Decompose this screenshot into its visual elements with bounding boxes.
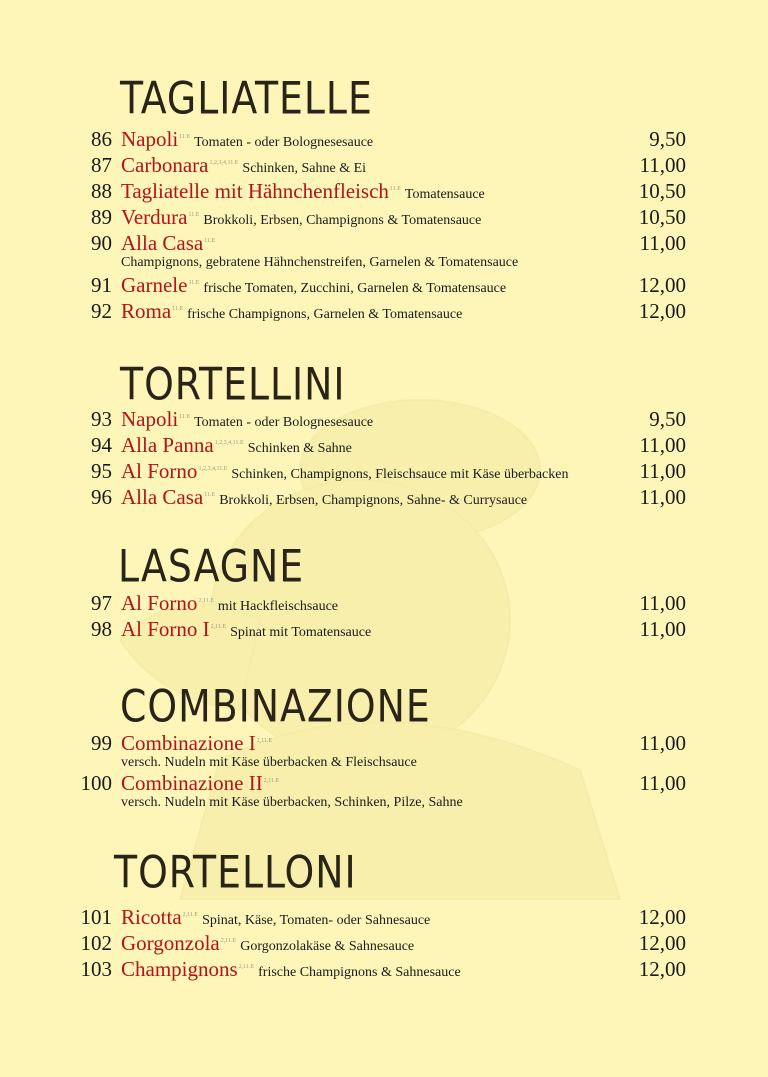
item-name: Combinazione I — [121, 731, 256, 755]
allergen-code: 11.E — [188, 212, 200, 218]
item-price: 11,00 — [639, 231, 686, 255]
item-name: Al Forno — [121, 459, 198, 483]
menu-item — [0, 956, 768, 982]
item-price: 12,00 — [638, 273, 686, 297]
menu-item — [0, 298, 768, 324]
item-description: Brokkoli, Erbsen, Champignons & Tomatensauce — [203, 213, 482, 228]
item-number: 102 — [80, 931, 112, 955]
item-name: Al Forno I — [121, 617, 210, 641]
allergen-code: 11.E — [179, 134, 191, 140]
menu-item — [0, 930, 768, 956]
allergen-code: 11.E — [204, 238, 216, 244]
item-name: Alla Casa — [121, 231, 204, 255]
item-description: Spinat, Käse, Tomaten- oder Sahnesauce — [202, 913, 431, 928]
item-number: 98 — [91, 617, 112, 641]
item-price: 11,00 — [639, 617, 686, 641]
allergen-code: 2,11.E — [198, 598, 214, 604]
item-name: Alla Panna — [121, 433, 214, 457]
item-price: 11,00 — [639, 485, 686, 509]
menu-item — [0, 178, 768, 204]
item-line — [121, 484, 527, 514]
menu-item — [0, 904, 768, 930]
allergen-code: 2,11.E — [263, 778, 280, 784]
item-description: Champignons, gebratene Hähnchenstreifen, Garnelen & Tomatensauce — [121, 255, 519, 270]
allergen-code: 1,2,3,4,11.E — [209, 160, 239, 166]
item-description: Spinat mit Tomatensauce — [230, 625, 372, 640]
item-number: 89 — [91, 205, 112, 229]
item-description: Tomaten - oder Bolognesesauce — [194, 135, 374, 150]
item-price: 10,50 — [638, 179, 686, 203]
item-description: Tomaten - oder Bolognesesauce — [194, 415, 374, 430]
item-price: 11,00 — [639, 433, 686, 457]
item-line — [121, 616, 371, 646]
item-number: 99 — [91, 731, 112, 755]
item-number: 101 — [80, 905, 112, 929]
item-name: Combinazione II — [121, 771, 263, 795]
item-name: Alla Casa — [121, 485, 204, 509]
menu-item — [0, 272, 768, 298]
section-heading-tortellini: TORTELLINI — [120, 358, 346, 411]
item-description: Gorgonzolakäse & Sahnesauce — [240, 939, 415, 954]
item-price: 10,50 — [638, 205, 686, 229]
section-heading-tortelloni: TORTELLONI — [114, 846, 357, 899]
item-number: 100 — [80, 771, 112, 795]
allergen-code: 2,11.E — [182, 912, 199, 918]
item-description: versch. Nudeln mit Käse überbacken & Fleischsauce — [121, 755, 417, 770]
menu-item — [0, 770, 768, 796]
item-description: Schinken, Sahne & Ei — [242, 161, 367, 176]
allergen-code: 1,2,3,4,11.E — [214, 440, 244, 446]
item-price: 11,00 — [639, 153, 686, 177]
item-number: 97 — [91, 591, 112, 615]
item-price: 11,00 — [639, 591, 686, 615]
item-description: mit Hackfleischsauce — [217, 599, 339, 614]
item-name: Carbonara — [121, 153, 209, 177]
item-name: Al Forno — [121, 591, 198, 615]
item-price: 11,00 — [639, 731, 686, 755]
item-number: 88 — [91, 179, 112, 203]
item-name: Napoli — [121, 127, 179, 151]
item-price: 11,00 — [639, 459, 686, 483]
item-number: 91 — [91, 273, 112, 297]
item-number: 103 — [80, 957, 112, 981]
item-price: 9,50 — [649, 407, 686, 431]
allergen-code: 11.E — [179, 414, 191, 420]
menu-item — [0, 204, 768, 230]
item-name: Champignons — [121, 957, 238, 981]
section-heading-tagliatelle: TAGLIATELLE — [120, 72, 373, 125]
item-name: Ricotta — [121, 905, 182, 929]
allergen-code: 11.E — [188, 280, 200, 286]
item-description: Schinken, Champignons, Fleischsauce mit Käse überbacken — [231, 467, 569, 482]
item-name: Roma — [121, 299, 172, 323]
item-line — [121, 956, 461, 986]
item-name: Garnele — [121, 273, 188, 297]
menu-item — [0, 406, 768, 432]
item-number: 90 — [91, 231, 112, 255]
allergen-code: 2,11.E — [256, 738, 273, 744]
menu-item — [0, 730, 768, 756]
menu-item — [0, 432, 768, 458]
item-price: 11,00 — [639, 771, 686, 795]
section-heading-lasagne: LASAGNE — [118, 540, 305, 593]
item-name: Napoli — [121, 407, 179, 431]
item-description: Tomatensauce — [404, 187, 485, 202]
item-name: Tagliatelle mit Hähnchenfleisch — [121, 179, 389, 203]
item-description: Brokkoli, Erbsen, Champignons, Sahne- & Currysauce — [219, 493, 528, 508]
item-number: 96 — [91, 485, 112, 509]
item-description: versch. Nudeln mit Käse überbacken, Schinken, Pilze, Sahne — [121, 795, 463, 810]
allergen-code: 1,2,3,4,11.E — [198, 466, 228, 472]
item-name: Verdura — [121, 205, 188, 229]
menu-item — [0, 590, 768, 616]
item-number: 94 — [91, 433, 112, 457]
allergen-code: 11.E — [389, 186, 401, 192]
item-line — [121, 298, 462, 328]
menu-item — [0, 616, 768, 642]
item-price: 12,00 — [638, 957, 686, 981]
item-price: 12,00 — [638, 905, 686, 929]
item-price: 12,00 — [638, 931, 686, 955]
section-heading-combinazione: COMBINAZIONE — [120, 680, 431, 733]
item-description: frische Champignons & Sahnesauce — [258, 965, 461, 980]
allergen-code: 11.E — [204, 492, 216, 498]
item-number: 93 — [91, 407, 112, 431]
menu-item — [0, 152, 768, 178]
allergen-code: 2,11.E — [220, 938, 237, 944]
item-number: 87 — [91, 153, 112, 177]
item-number: 86 — [91, 127, 112, 151]
item-description: frische Tomaten, Zucchini, Garnelen & Tomatensauce — [203, 281, 507, 296]
menu-item — [0, 230, 768, 256]
item-price: 12,00 — [638, 299, 686, 323]
item-number: 92 — [91, 299, 112, 323]
menu-item — [0, 458, 768, 484]
item-description: Schinken & Sahne — [247, 441, 352, 456]
menu-item — [0, 126, 768, 152]
item-description: frische Champignons, Garnelen & Tomatensauce — [187, 307, 463, 322]
allergen-code: 11.E — [172, 306, 184, 312]
allergen-code: 2,11.E — [210, 624, 227, 630]
menu-item — [0, 484, 768, 510]
item-name: Gorgonzola — [121, 931, 220, 955]
allergen-code: 2,11.E — [238, 964, 255, 970]
item-price: 9,50 — [649, 127, 686, 151]
item-number: 95 — [91, 459, 112, 483]
